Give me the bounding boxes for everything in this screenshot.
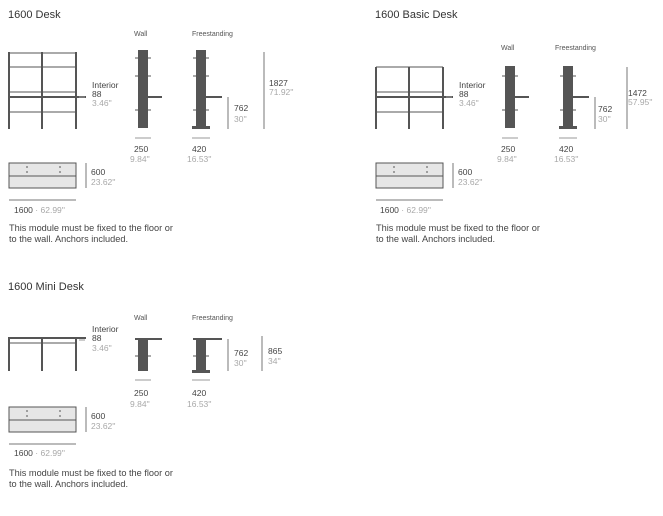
width-label: 1600 · 62.99'' bbox=[14, 205, 66, 215]
freestanding-side-view bbox=[192, 336, 262, 380]
interior-mm: 88 bbox=[92, 333, 102, 343]
front-elevation bbox=[9, 52, 86, 129]
wall-label: Wall bbox=[134, 315, 148, 322]
plan-depth-mm: 600 bbox=[91, 411, 106, 421]
wall-depth-mm: 250 bbox=[134, 144, 149, 154]
desk-height-mm: 762 bbox=[598, 104, 613, 114]
total-height-in: 57.95'' bbox=[628, 97, 653, 107]
anchor-note: This module must be fixed to the floor or to the wall. Anchors included. bbox=[376, 223, 540, 244]
interior-mm: 88 bbox=[92, 89, 102, 99]
freestanding-label: Freestanding bbox=[192, 31, 233, 38]
anchor-note: This module must be fixed to the floor or to the wall. Anchors included. bbox=[9, 468, 173, 489]
desk-height-in: 30'' bbox=[234, 358, 247, 368]
interior-in: 3.46'' bbox=[459, 98, 479, 108]
free-depth-mm: 420 bbox=[192, 388, 207, 398]
width-label: 1600 · 62.99'' bbox=[380, 205, 432, 215]
wall-depth-in: 9.84'' bbox=[130, 154, 150, 164]
free-depth-mm: 420 bbox=[192, 144, 207, 154]
desk-drawings bbox=[0, 0, 300, 240]
plan-depth-mm: 600 bbox=[458, 167, 473, 177]
total-height-mm: 1827 bbox=[269, 78, 288, 88]
plan-view bbox=[9, 407, 86, 444]
total-height-in: 34'' bbox=[268, 356, 281, 366]
wall-side-view bbox=[502, 66, 529, 138]
wall-depth-in: 9.84'' bbox=[130, 399, 150, 409]
desk-drawings bbox=[367, 0, 663, 240]
module-title: 1600 Desk bbox=[8, 9, 61, 21]
front-elevation bbox=[376, 67, 453, 129]
free-depth-mm: 420 bbox=[559, 144, 574, 154]
plan-view bbox=[9, 163, 86, 200]
wall-label: Wall bbox=[134, 31, 148, 38]
free-depth-in: 16.53'' bbox=[187, 154, 212, 164]
desk-height-in: 30'' bbox=[234, 114, 247, 124]
wall-label: Wall bbox=[501, 45, 515, 52]
width-in: 62.99'' bbox=[40, 448, 66, 458]
total-height-mm: 865 bbox=[268, 346, 283, 356]
module-title: 1600 Mini Desk bbox=[8, 281, 84, 293]
module-1600-desk bbox=[0, 0, 300, 244]
free-depth-in: 16.53'' bbox=[554, 154, 579, 164]
plan-view bbox=[376, 163, 453, 200]
plan-depth-in: 23.62'' bbox=[91, 177, 116, 187]
interior-label: Interior bbox=[92, 80, 119, 90]
module-1600-mini-desk bbox=[0, 272, 300, 512]
freestanding-side-view bbox=[192, 50, 264, 138]
freestanding-side-view bbox=[559, 66, 627, 138]
width-in: 62.99'' bbox=[406, 205, 432, 215]
total-height-in: 71.92'' bbox=[269, 87, 294, 97]
plan-depth-in: 23.62'' bbox=[91, 421, 116, 431]
interior-mm: 88 bbox=[459, 89, 469, 99]
wall-depth-in: 9.84'' bbox=[497, 154, 517, 164]
wall-depth-mm: 250 bbox=[501, 144, 516, 154]
anchor-note: This module must be fixed to the floor or to the wall. Anchors included. bbox=[9, 223, 173, 244]
interior-in: 3.46'' bbox=[92, 343, 112, 353]
plan-depth-mm: 600 bbox=[91, 167, 106, 177]
wall-side-view bbox=[135, 50, 162, 138]
wall-side-view bbox=[135, 339, 162, 380]
interior-label: Interior bbox=[92, 324, 119, 334]
module-1600-basic-desk bbox=[367, 0, 663, 244]
freestanding-label: Freestanding bbox=[555, 45, 596, 52]
width-mm: 1600 bbox=[380, 205, 399, 215]
plan-depth-in: 23.62'' bbox=[458, 177, 483, 187]
module-title: 1600 Basic Desk bbox=[375, 9, 458, 21]
total-height-mm: 1472 bbox=[628, 88, 647, 98]
desk-height-mm: 762 bbox=[234, 103, 249, 113]
width-mm: 1600 bbox=[14, 448, 33, 458]
free-depth-in: 16.53'' bbox=[187, 399, 212, 409]
wall-depth-mm: 250 bbox=[134, 388, 149, 398]
width-in: 62.99'' bbox=[40, 205, 66, 215]
desk-height-mm: 762 bbox=[234, 348, 249, 358]
width-mm: 1600 bbox=[14, 205, 33, 215]
front-elevation bbox=[9, 337, 86, 371]
interior-in: 3.46'' bbox=[92, 98, 112, 108]
width-label: 1600 · 62.99'' bbox=[14, 448, 66, 458]
freestanding-label: Freestanding bbox=[192, 315, 233, 322]
desk-height-in: 30'' bbox=[598, 114, 611, 124]
interior-label: Interior bbox=[459, 80, 486, 90]
